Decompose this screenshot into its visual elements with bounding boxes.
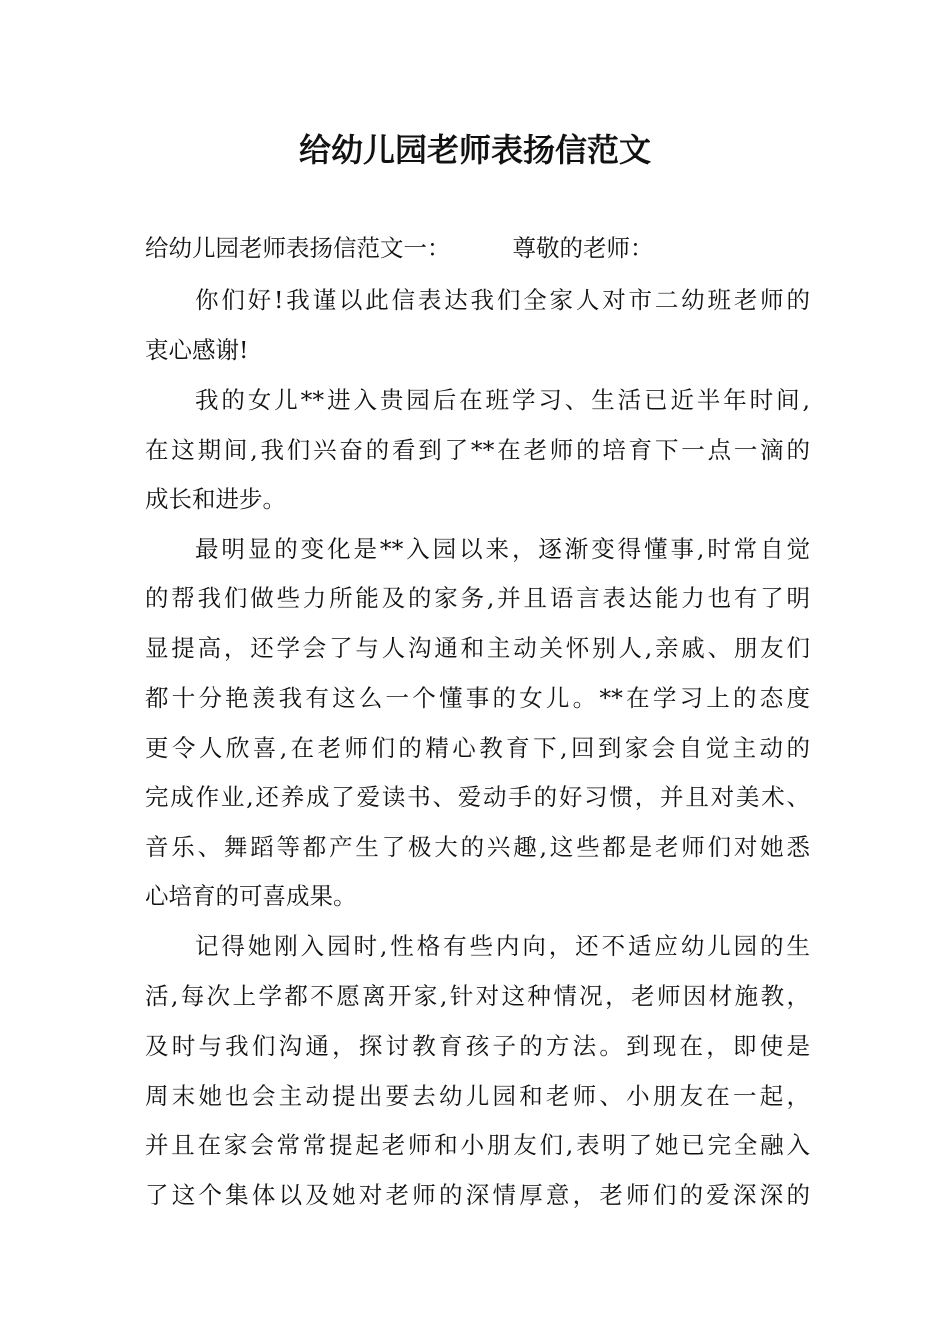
body-line: 活,每次上学都不愿离开家,针对这种情况，老师因材施教， — [145, 982, 810, 1010]
body-line: 都十分艳羡我有这么一个懂事的女儿。**在学习上的态度 — [145, 684, 810, 712]
body-line: 最明显的变化是**入园以来，逐渐变得懂事,时常自觉 — [195, 535, 810, 563]
body-line: 衷心感谢! — [145, 336, 249, 364]
body-line: 周末她也会主动提出要去幼儿园和老师、小朋友在一起， — [145, 1082, 810, 1110]
body-line: 并且在家会常常提起老师和小朋友们,表明了她已完全融入 — [145, 1131, 810, 1159]
body-line: 及时与我们沟通，探讨教育孩子的方法。到现在，即使是 — [145, 1032, 810, 1060]
salutation: 尊敬的老师： — [512, 234, 654, 262]
document-title: 给幼儿园老师表扬信范文 — [298, 131, 651, 169]
body-line: 记得她刚入园时,性格有些内向，还不适应幼儿园的生 — [195, 932, 810, 960]
body-line: 显提高，还学会了与人沟通和主动关怀别人,亲戚、朋友们 — [145, 634, 810, 662]
body-line: 成长和进步。 — [145, 485, 286, 513]
body-line: 心培育的可喜成果。 — [145, 882, 357, 910]
body-line: 在这期间,我们兴奋的看到了**在老师的培育下一点一滴的 — [145, 436, 810, 464]
body-line: 完成作业,还养成了爱读书、爱动手的好习惯，并且对美术、 — [145, 783, 810, 811]
body-line: 更令人欣喜,在老师们的精心教育下,回到家会自觉主动的 — [145, 734, 810, 762]
intro-heading: 给幼儿园老师表扬信范文一： — [145, 234, 451, 262]
body-line: 音乐、舞蹈等都产生了极大的兴趣,这些都是老师们对她悉 — [145, 833, 810, 861]
body-line: 我的女儿**进入贵园后在班学习、生活已近半年时间, — [195, 386, 810, 414]
body-line: 的帮我们做些力所能及的家务,并且语言表达能力也有了明 — [145, 584, 810, 612]
body-line: 了这个集体以及她对老师的深情厚意，老师们的爱深深的 — [145, 1181, 810, 1209]
intro-line — [145, 232, 810, 264]
body-line: 你们好!我谨以此信表达我们全家人对市二幼班老师的 — [195, 286, 810, 314]
